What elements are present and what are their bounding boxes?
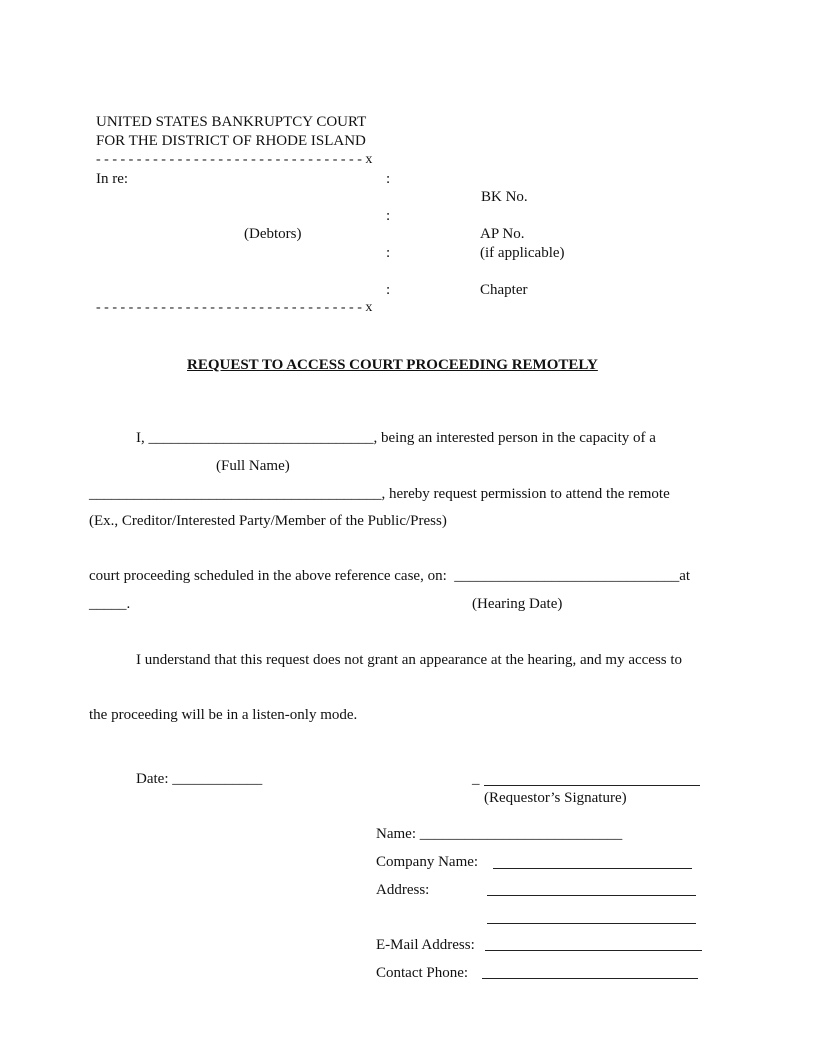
court-name-line2: FOR THE DISTRICT OF RHODE ISLAND bbox=[96, 133, 366, 149]
signature-label: (Requestor’s Signature) bbox=[484, 790, 627, 806]
caption-dash-line-top: - - - - - - - - - - - - - - - - - - - - - - - - - - - - - - - - - x bbox=[96, 152, 373, 167]
phone-line bbox=[482, 978, 698, 979]
debtors-label: (Debtors) bbox=[244, 226, 302, 242]
capacity-line: _______________________________________, hereby request permission to attend the remote bbox=[89, 486, 670, 502]
understanding-line1: I understand that this request does not grant an appearance at the hearing, and my access to bbox=[136, 652, 683, 668]
understanding-line2: the proceeding will be in a listen-only mode. bbox=[89, 707, 358, 723]
date-field: Date: ____________ bbox=[136, 771, 263, 787]
hearing-time-line: _____. bbox=[89, 596, 131, 612]
email-label: E-Mail Address: bbox=[376, 937, 475, 953]
signature-prefix: _ bbox=[472, 771, 480, 787]
company-name-label: Company Name: bbox=[376, 854, 479, 870]
in-re-label: In re: bbox=[96, 171, 129, 187]
name-field: Name: ___________________________ bbox=[376, 826, 623, 842]
caption-dash-line-bottom: - - - - - - - - - - - - - - - - - - - - - - - - - - - - - - - - - x bbox=[96, 300, 373, 315]
phone-label: Contact Phone: bbox=[376, 965, 469, 981]
caption-colon: : bbox=[386, 245, 391, 261]
signature-line bbox=[484, 785, 700, 786]
ap-no-label: AP No. bbox=[480, 226, 525, 242]
bk-no-label: BK No. bbox=[481, 189, 528, 205]
full-name-line: I, ______________________________, being an interested person in the capacity of a bbox=[136, 430, 656, 446]
court-name-line1: UNITED STATES BANKRUPTCY COURT bbox=[96, 114, 367, 130]
email-line bbox=[485, 950, 702, 951]
full-name-label: (Full Name) bbox=[216, 458, 290, 474]
caption-colon: : bbox=[386, 208, 391, 224]
company-name-line bbox=[493, 868, 692, 869]
caption-colon: : bbox=[386, 171, 391, 187]
caption-colon: : bbox=[386, 282, 391, 298]
address-line-1 bbox=[487, 895, 696, 896]
address-line-2 bbox=[487, 923, 696, 924]
if-applicable-label: (if applicable) bbox=[480, 245, 565, 261]
hearing-date-label: (Hearing Date) bbox=[472, 596, 563, 612]
capacity-label: (Ex., Creditor/Interested Party/Member of the Public/Press) bbox=[89, 513, 447, 529]
document-title: REQUEST TO ACCESS COURT PROCEEDING REMOTELY bbox=[187, 357, 598, 373]
hearing-date-line: court proceeding scheduled in the above reference case, on: ______________________________at bbox=[89, 568, 691, 584]
chapter-label: Chapter bbox=[480, 282, 528, 298]
address-label: Address: bbox=[376, 882, 430, 898]
